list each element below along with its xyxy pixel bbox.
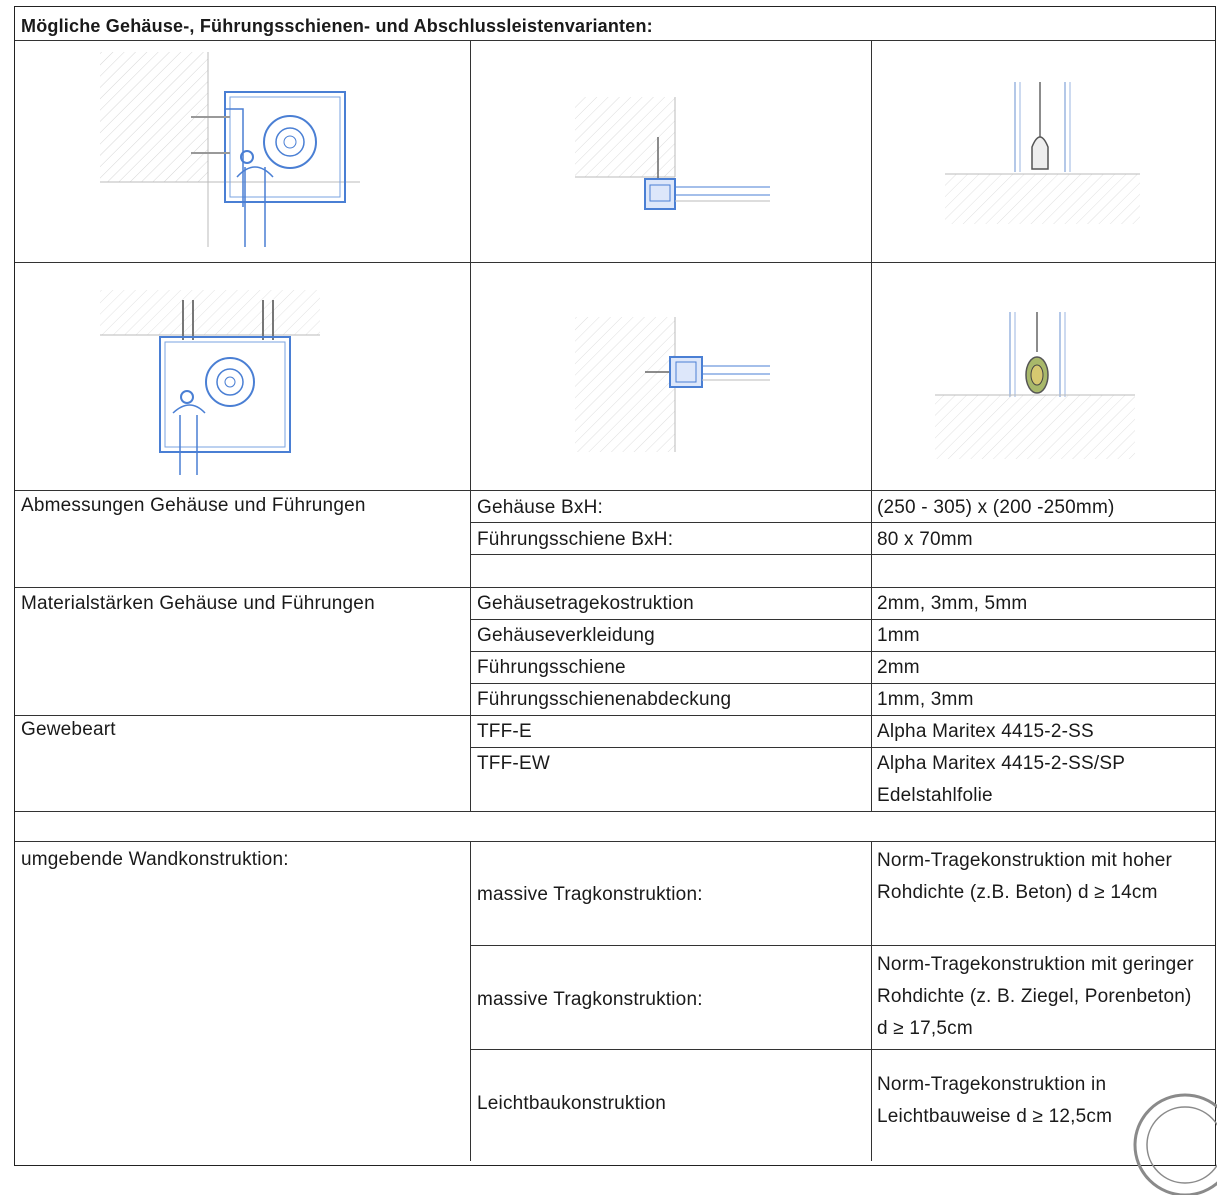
cell-name: Leichtbaukonstruktion [477, 1093, 667, 1114]
divider [470, 522, 1215, 523]
cell-name: Gehäuse BxH: [477, 497, 603, 518]
divider [470, 683, 1215, 684]
divider [470, 945, 1215, 946]
divider [15, 587, 1215, 588]
cell-value: Norm-Tragekonstruktion mit hoher Rohdichte (z.B. Beton) d ≥ 14cm [877, 850, 1173, 903]
divider [15, 262, 1215, 263]
divider [470, 1049, 1215, 1050]
column-divider [871, 841, 872, 1161]
column-divider [871, 40, 872, 811]
cell-name: TFF-E [477, 721, 532, 742]
housing-side-drawing [95, 47, 365, 252]
divider [470, 747, 1215, 748]
cell-value: Edelstahlfolie [877, 785, 993, 806]
row-label-walls: umgebende Wandkonstruktion: [21, 849, 289, 870]
cell-value: Norm-Tragekonstruktion in Leichtbauweise d ≥ 12,5cm [877, 1074, 1113, 1127]
cell-name: massive Tragkonstruktion: [477, 989, 703, 1010]
cell-value: 80 x 70mm [877, 529, 973, 550]
divider [15, 40, 1215, 41]
guide-rail-drawing-2 [570, 312, 775, 457]
cell-name: Führungsschiene [477, 657, 626, 678]
cell-name: Gehäusetragekostruktion [477, 593, 694, 614]
divider [470, 651, 1215, 652]
divider [15, 811, 1215, 812]
row-label-materials: Materialstärken Gehäuse und Führungen [21, 593, 375, 614]
end-bar-drawing-2 [930, 307, 1140, 462]
divider [15, 715, 1215, 716]
cell-value: Alpha Maritex 4415-2-SS/SP [877, 753, 1126, 774]
cell-name: TFF-EW [477, 753, 550, 774]
row-label-dimensions: Abmessungen Gehäuse und Führungen [21, 495, 366, 516]
guide-rail-drawing [570, 67, 775, 227]
variants-table [14, 6, 1216, 1166]
column-divider [470, 40, 471, 811]
cell-value: 1mm [877, 625, 920, 646]
row-label-fabric: Gewebeart [21, 719, 116, 740]
cell-value: Alpha Maritex 4415-2-SS [877, 721, 1094, 742]
divider [15, 490, 1215, 491]
divider [470, 619, 1215, 620]
cell-value: 1mm, 3mm [877, 689, 974, 710]
end-bar-drawing [940, 77, 1145, 227]
cell-name: Gehäuseverkleidung [477, 625, 655, 646]
cell-value: 2mm, 3mm, 5mm [877, 593, 1028, 614]
divider [470, 554, 1215, 555]
cell-value: (250 - 305) x (200 -250mm) [877, 497, 1115, 518]
cell-name: massive Tragkonstruktion: [477, 884, 703, 905]
column-divider [470, 841, 471, 1161]
cell-value: 2mm [877, 657, 920, 678]
housing-side-drawing-2 [95, 285, 325, 480]
table-title: Mögliche Gehäuse-, Führungsschienen- und Abschlussleistenvarianten: [21, 16, 653, 36]
cell-name: Führungsschienenabdeckung [477, 689, 732, 710]
divider [15, 841, 1215, 842]
cell-value: Norm-Tragekonstruktion mit geringer Rohdichte (z. B. Ziegel, Porenbeton) d ≥ 17,5cm [877, 954, 1194, 1039]
cell-name: Führungsschiene BxH: [477, 529, 674, 550]
inspection-stamp [1125, 1085, 1217, 1195]
